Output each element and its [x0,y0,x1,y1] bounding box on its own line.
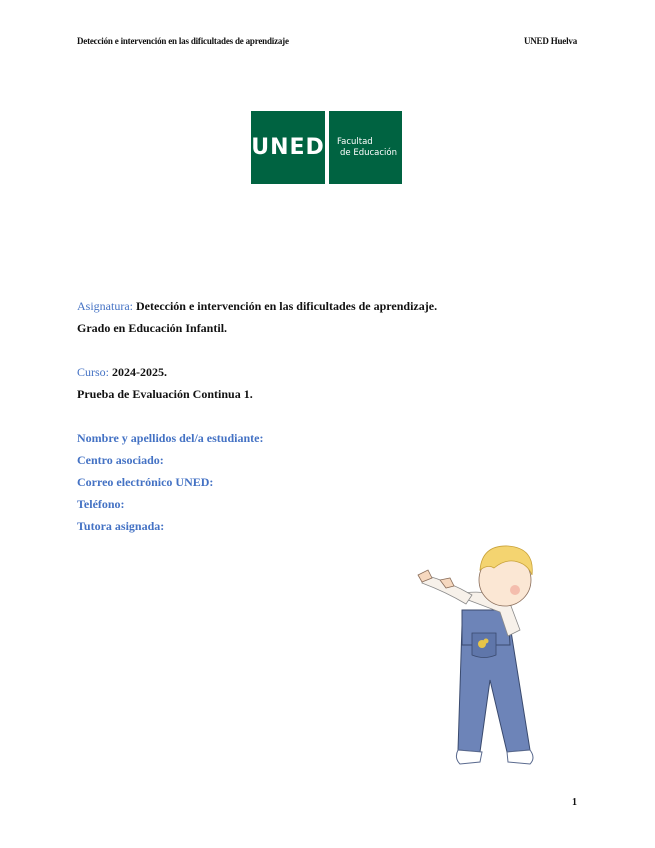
uned-logo [251,111,402,184]
assessment-line: Prueba de Evaluación Continua 1. [77,387,253,401]
running-header-title: Detección e intervención en las dificultades de aprendizaje [77,36,289,46]
subject-line [77,299,437,314]
logo-faculty-line1: Facultad [337,136,373,147]
subject-label: Asignatura: [77,299,133,313]
logo-faculty-line2: de Educación [340,147,397,158]
field-uned-email: Correo electrónico UNED: [77,475,214,489]
uned-logo-faculty [329,111,402,184]
field-phone: Teléfono: [77,497,125,511]
page-number: 1 [572,797,577,808]
degree-line: Grado en Educación Infantil. [77,321,228,335]
child-illustration [410,540,540,775]
running-header-center: UNED Huelva [523,36,577,46]
subject-value: Detección e intervención en las dificultades de aprendizaje. [136,299,438,313]
field-assigned-tutor: Tutora asignada: [77,519,165,533]
course-line [77,365,167,380]
course-label: Curso: [77,365,110,379]
uned-logo-brand: UNED [251,111,325,184]
field-student-name: Nombre y apellidos del/a estudiante: [77,431,264,445]
field-associated-center: Centro asociado: [77,453,164,467]
course-value: 2024-2025. [112,365,168,379]
